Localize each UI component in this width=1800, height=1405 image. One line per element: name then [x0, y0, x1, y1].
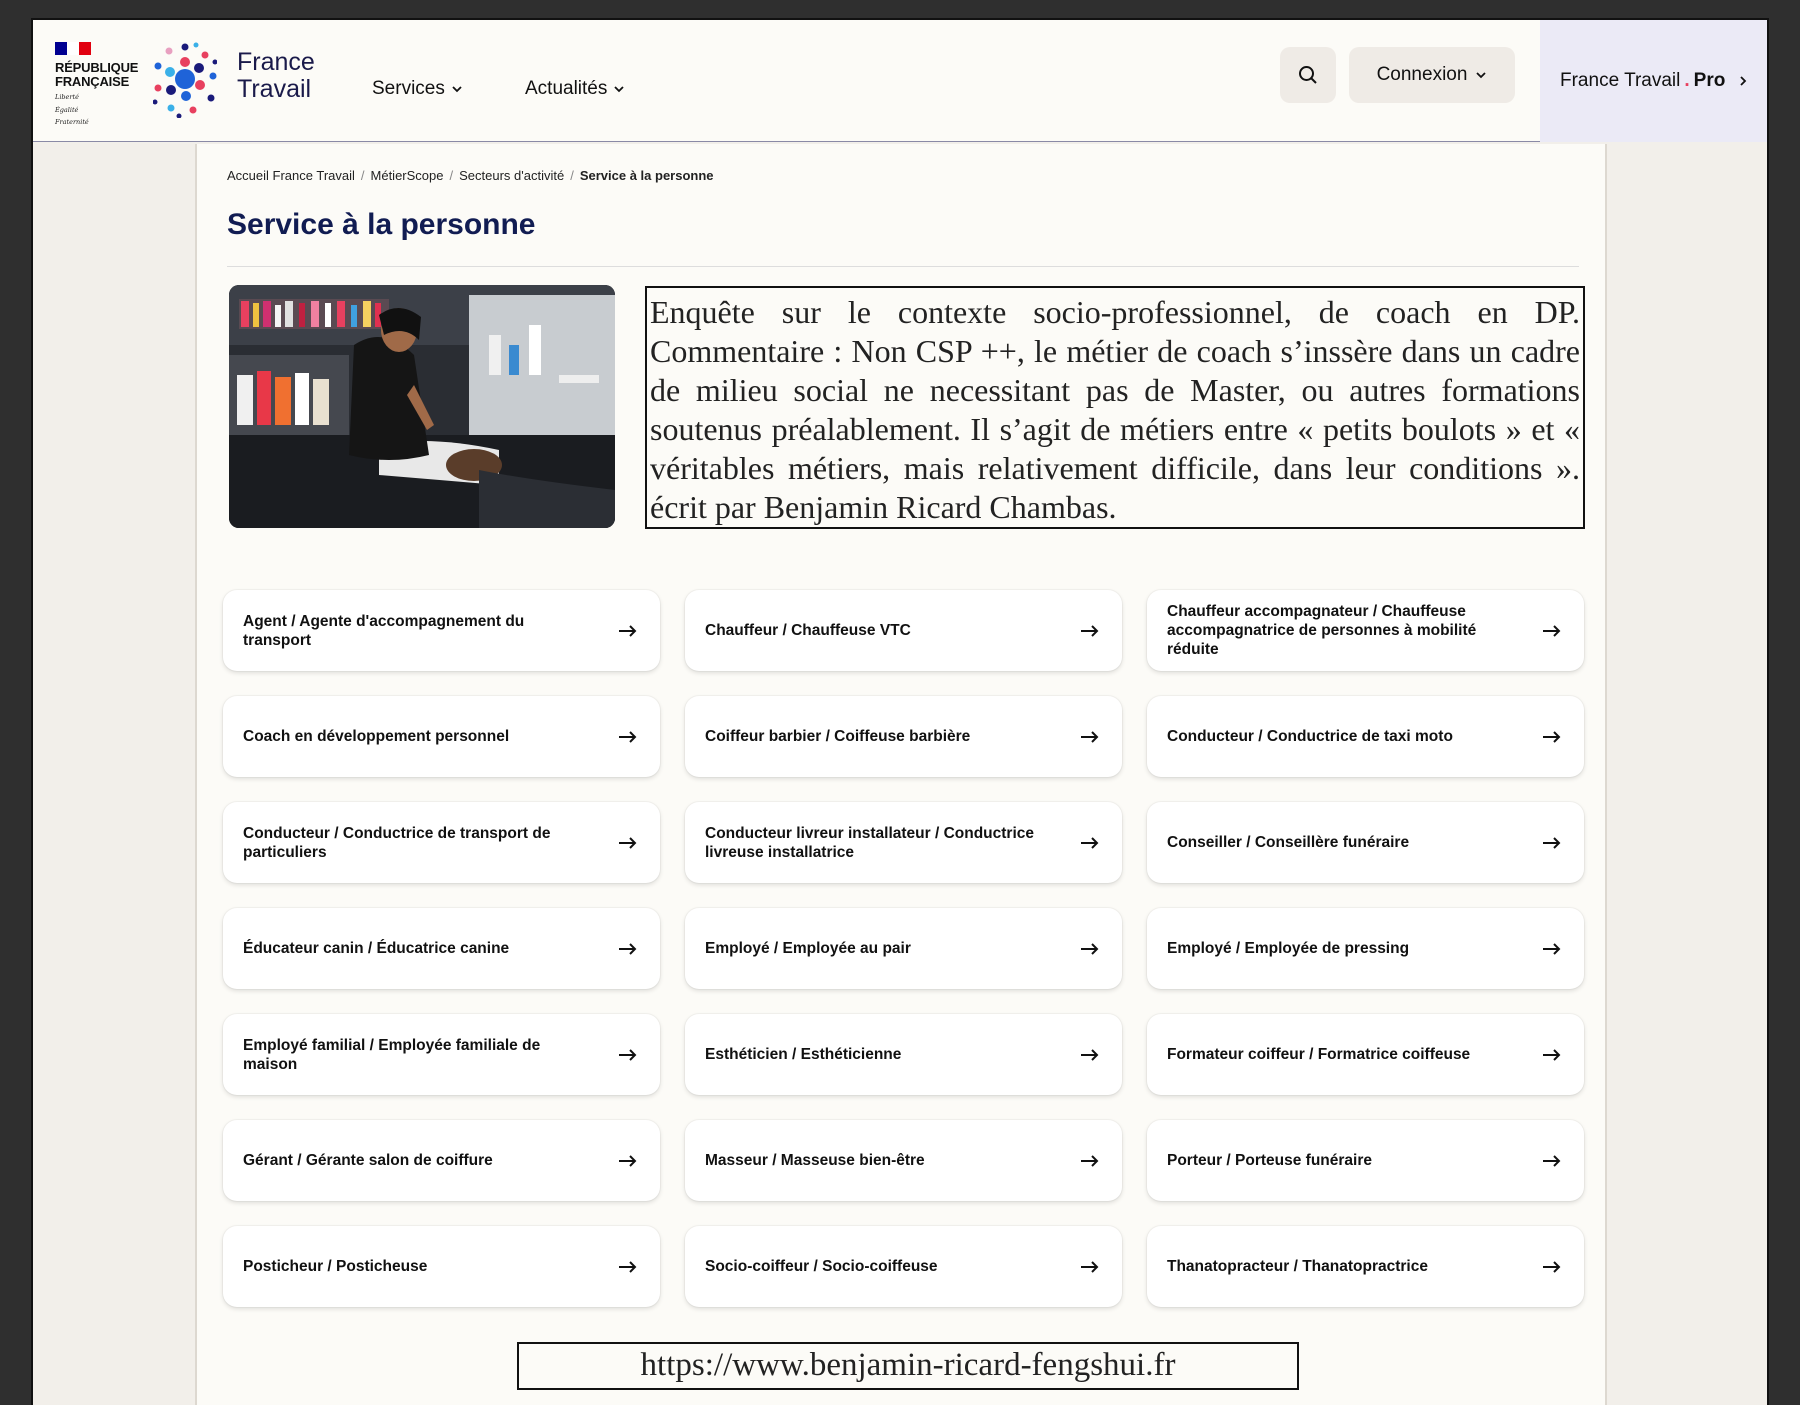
job-card-label: Éducateur canin / Éducatrice canine — [243, 940, 510, 957]
arrow-right-icon — [618, 942, 638, 956]
arrow-right-icon — [618, 1154, 638, 1168]
job-card-label: Chauffeur / Chauffeuse VTC — [705, 622, 911, 639]
arrow-right-icon — [1542, 624, 1562, 638]
job-card-label: Socio-coiffeur / Socio-coiffeuse — [705, 1258, 938, 1275]
arrow-right-icon — [1542, 942, 1562, 956]
job-card-label: Thanatopracteur / Thanatopractrice — [1167, 1258, 1428, 1275]
pro-suffix: Pro — [1693, 70, 1726, 91]
france-travail-dots-icon[interactable] — [153, 40, 217, 118]
job-card[interactable] — [223, 1226, 660, 1307]
arrow-right-icon — [1080, 836, 1100, 850]
arrow-right-icon — [618, 1260, 638, 1274]
breadcrumb-current: Service à la personne — [579, 168, 714, 183]
page-title: Service à la personne — [227, 208, 536, 241]
connexion-button[interactable] — [1349, 47, 1515, 103]
breadcrumb-item[interactable]: Accueil France Travail — [227, 168, 355, 183]
job-card-label: Coiffeur barbier / Coiffeuse barbière — [705, 728, 971, 745]
arrow-right-icon — [618, 1048, 638, 1062]
breadcrumb-separator: / — [360, 168, 365, 183]
job-card[interactable] — [223, 590, 660, 671]
job-card[interactable] — [685, 696, 1122, 777]
job-card[interactable] — [223, 1120, 660, 1201]
arrow-right-icon — [1542, 1154, 1562, 1168]
brand-line1: France — [237, 48, 315, 76]
job-card-label: Gérant / Gérante salon de coiffure — [243, 1152, 493, 1169]
arrow-right-icon — [1080, 624, 1100, 638]
job-card[interactable] — [223, 908, 660, 989]
job-card[interactable] — [685, 1226, 1122, 1307]
nav-services[interactable] — [372, 78, 463, 100]
title-divider — [227, 266, 1579, 267]
arrow-right-icon — [1080, 730, 1100, 744]
job-card-label: Employé familial / Employée familiale de maison — [243, 1036, 541, 1073]
job-card[interactable] — [685, 802, 1122, 883]
breadcrumb-separator: / — [570, 168, 574, 183]
jobs-grid — [223, 590, 1584, 1307]
pro-dot: . — [1684, 70, 1690, 91]
job-card[interactable] — [223, 1014, 660, 1095]
job-card-label: Masseur / Masseuse bien-être — [705, 1152, 925, 1169]
arrow-right-icon — [1542, 730, 1562, 744]
chevron-right-icon — [1737, 75, 1749, 87]
job-card-label: Esthéticien / Esthéticienne — [705, 1046, 902, 1063]
job-card-label: Coach en développement personnel — [243, 728, 510, 745]
gov-logo-line2: FRANÇAISE — [55, 74, 130, 89]
hairdresser-photo — [229, 285, 615, 528]
france-travail-pro-link[interactable] — [1540, 20, 1769, 142]
job-card[interactable] — [1147, 802, 1584, 883]
pro-label: France Travail — [1560, 70, 1681, 91]
job-card-label: Conducteur / Conductrice de taxi moto — [1167, 728, 1453, 745]
breadcrumb — [227, 168, 714, 183]
arrow-right-icon — [1542, 1048, 1562, 1062]
job-card-label: Employé / Employée de pressing — [1167, 940, 1410, 957]
job-card[interactable] — [1147, 1014, 1584, 1095]
job-card-label: Formateur coiffeur / Formatrice coiffeuse — [1167, 1046, 1471, 1063]
job-card-label: Conseiller / Conseillère funéraire — [1167, 834, 1410, 851]
job-card[interactable] — [1147, 908, 1584, 989]
job-card[interactable] — [685, 590, 1122, 671]
chevron-down-icon — [613, 83, 625, 95]
job-card[interactable] — [223, 696, 660, 777]
gov-motto-1: Liberté — [55, 93, 79, 101]
main-content — [195, 144, 1607, 1405]
nav-actualites-label: Actualités — [525, 78, 608, 99]
breadcrumb-separator: / — [449, 168, 454, 183]
arrow-right-icon — [1080, 942, 1100, 956]
site-header — [33, 20, 1769, 142]
footer-url[interactable]: https://www.benjamin-ricard-fengshui.fr — [517, 1342, 1299, 1390]
job-card[interactable] — [1147, 696, 1584, 777]
arrow-right-icon — [1542, 836, 1562, 850]
nav-actualites[interactable] — [525, 78, 625, 100]
quote-textbox: Enquête sur le contexte socio-professionnel, de coach en DP. Commentaire : Non CSP ++, le métier de coach s’inssère dans un cadre de milieu social ne necessitant pas de Master, ou autres formations soutenus préalablement. Il s’agit de métiers entre « petits boulots » et « véritables métiers, mais relativement difficile, dans leur conditions ». écrit par Benjamin Ricard Chambas. — [645, 286, 1585, 529]
job-card[interactable] — [685, 1120, 1122, 1201]
french-flag-icon — [55, 42, 91, 55]
arrow-right-icon — [618, 624, 638, 638]
gov-motto-3: Fraternité — [55, 118, 89, 126]
gov-motto-2: Égalité — [55, 105, 79, 114]
breadcrumb-item[interactable]: Secteurs d'activité — [459, 168, 565, 183]
job-card-label: Employé / Employée au pair — [705, 940, 911, 957]
job-card[interactable] — [685, 908, 1122, 989]
brand-line2: Travail — [237, 75, 312, 103]
job-card-label: Chauffeur accompagnateur / Chauffeuse accompagnatrice de personnes à mobilité réduite — [1167, 603, 1477, 658]
arrow-right-icon — [1080, 1260, 1100, 1274]
chevron-down-icon — [451, 83, 463, 95]
job-card-label: Conducteur / Conductrice de transport de particuliers — [243, 824, 551, 861]
arrow-right-icon — [618, 730, 638, 744]
republique-francaise-logo[interactable] — [55, 42, 145, 127]
nav-services-label: Services — [372, 78, 445, 99]
job-card-label: Conducteur livreur installateur / Conductrice livreuse installatrice — [705, 824, 1035, 861]
job-card[interactable] — [685, 1014, 1122, 1095]
arrow-right-icon — [618, 836, 638, 850]
search-button[interactable] — [1280, 47, 1336, 103]
job-card[interactable] — [223, 802, 660, 883]
france-travail-wordmark[interactable] — [237, 49, 315, 103]
gov-logo-line1: RÉPUBLIQUE — [55, 60, 139, 75]
job-card-label: Porteur / Porteuse funéraire — [1167, 1152, 1373, 1169]
job-card[interactable] — [1147, 590, 1584, 671]
arrow-right-icon — [1542, 1260, 1562, 1274]
job-card[interactable] — [1147, 1226, 1584, 1307]
connexion-label: Connexion — [1376, 64, 1468, 85]
job-card[interactable] — [1147, 1120, 1584, 1201]
breadcrumb-item[interactable]: MétierScope — [370, 168, 444, 183]
job-card-label: Posticheur / Posticheuse — [243, 1258, 428, 1275]
arrow-right-icon — [1080, 1154, 1100, 1168]
search-icon — [1297, 64, 1319, 86]
chevron-down-icon — [1475, 69, 1487, 81]
job-card-label: Agent / Agente d'accompagnement du transport — [243, 612, 525, 649]
browser-page — [31, 18, 1769, 1405]
arrow-right-icon — [1080, 1048, 1100, 1062]
